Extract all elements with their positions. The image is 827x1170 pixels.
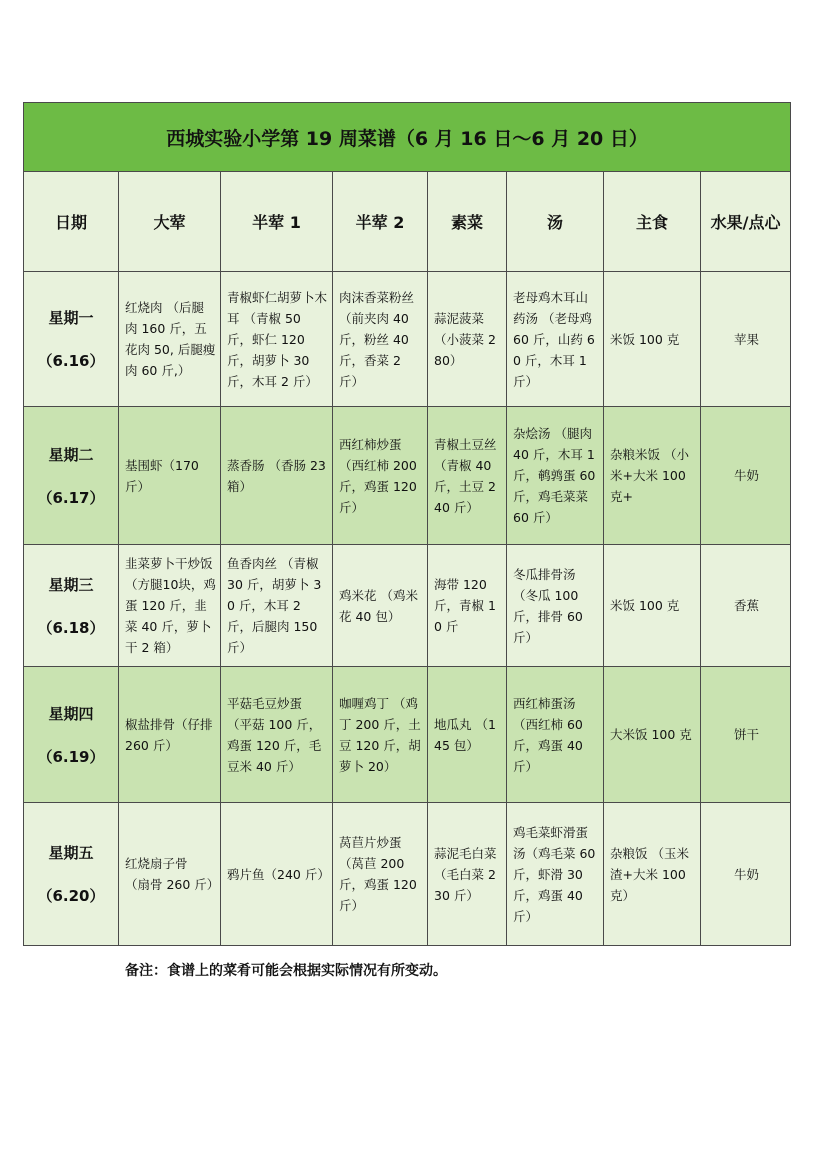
header-date: 日期: [24, 172, 119, 272]
soup-cell: 老母鸡木耳山药汤 （老母鸡 60 斤，山药 60 斤，木耳 1 斤）: [507, 272, 604, 407]
soup-cell: 西红柿蛋汤 （西红柿 60 斤，鸡蛋 40 斤）: [507, 667, 604, 803]
day-date: （6.18）: [37, 618, 105, 637]
day-cell: [24, 667, 119, 803]
staple-cell: 米饭 100 克: [604, 272, 701, 407]
title-row: [24, 103, 791, 172]
half-meat-2-cell: 肉沫香菜粉丝 （前夹肉 40 斤，粉丝 40 斤，香菜 2 斤）: [333, 272, 428, 407]
day-cell: [24, 803, 119, 946]
header-vegetable: 素菜: [428, 172, 507, 272]
header-row: [24, 172, 791, 272]
soup-cell: 杂烩汤 （腿肉 40 斤，木耳 1 斤，鹌鹑蛋 60 斤，鸡毛菜菜 60 斤）: [507, 407, 604, 545]
fruit-cell: 苹果: [701, 272, 791, 407]
header-soup: 汤: [507, 172, 604, 272]
header-main-meat: 大荤: [119, 172, 221, 272]
table-row: [24, 407, 791, 545]
half-meat-2-cell: 莴苣片炒蛋 （莴苣 200 斤，鸡蛋 120 斤）: [333, 803, 428, 946]
fruit-cell: 牛奶: [701, 407, 791, 545]
main-meat-cell: 红烧肉 （后腿肉 160 斤，五花肉 50, 后腿瘦肉 60 斤,）: [119, 272, 221, 407]
header-fruit: 水果/点心: [701, 172, 791, 272]
soup-cell: 冬瓜排骨汤 （冬瓜 100 斤，排骨 60 斤）: [507, 545, 604, 667]
day-cell: [24, 407, 119, 545]
vegetable-cell: 青椒土豆丝 （青椒 40 斤，土豆 240 斤）: [428, 407, 507, 545]
half-meat-1-cell: 鸦片鱼（240 斤）: [221, 803, 333, 946]
half-meat-1-cell: 蒸香肠 （香肠 23 箱）: [221, 407, 333, 545]
half-meat-2-cell: 西红柿炒蛋 （西红柿 200 斤，鸡蛋 120 斤）: [333, 407, 428, 545]
day-cell: [24, 272, 119, 407]
half-meat-1-cell: 平菇毛豆炒蛋 （平菇 100 斤，鸡蛋 120 斤，毛豆米 40 斤）: [221, 667, 333, 803]
menu-table: [23, 102, 791, 946]
menu-title: 西城实验小学第 19 周菜谱（6 月 16 日～6 月 20 日）: [24, 103, 791, 172]
staple-cell: 杂粮米饭 （小米+大米 100 克+: [604, 407, 701, 545]
staple-cell: 杂粮饭 （玉米渣+大米 100 克）: [604, 803, 701, 946]
day-date: （6.17）: [37, 488, 105, 507]
day-name: 星期三: [48, 575, 94, 594]
half-meat-1-cell: 鱼香肉丝 （青椒 30 斤，胡萝卜 30 斤，木耳 2 斤，后腿肉 150 斤）: [221, 545, 333, 667]
main-meat-cell: 红烧扇子骨 （扇骨 260 斤）: [119, 803, 221, 946]
main-meat-cell: 韭菜萝卜干炒饭（方腿10块，鸡蛋 120 斤，韭菜 40 斤，萝卜干 2 箱）: [119, 545, 221, 667]
header-staple: 主食: [604, 172, 701, 272]
table-row: [24, 667, 791, 803]
day-name: 星期二: [48, 445, 94, 464]
vegetable-cell: 地瓜丸 （145 包）: [428, 667, 507, 803]
staple-cell: 米饭 100 克: [604, 545, 701, 667]
vegetable-cell: 蒜泥菠菜 （小菠菜 280）: [428, 272, 507, 407]
fruit-cell: 香蕉: [701, 545, 791, 667]
vegetable-cell: 蒜泥毛白菜（毛白菜 230 斤）: [428, 803, 507, 946]
vegetable-cell: 海带 120 斤，青椒 10 斤: [428, 545, 507, 667]
table-row: [24, 803, 791, 946]
header-half-meat-1: 半荤 1: [221, 172, 333, 272]
day-name: 星期四: [48, 704, 94, 723]
table-row: [24, 545, 791, 667]
fruit-cell: 牛奶: [701, 803, 791, 946]
day-date: （6.16）: [37, 352, 105, 370]
day-date: （6.19）: [37, 747, 105, 766]
staple-cell: 大米饭 100 克: [604, 667, 701, 803]
fruit-cell: 饼干: [701, 667, 791, 803]
half-meat-2-cell: 咖喱鸡丁 （鸡丁 200 斤，土豆 120 斤，胡萝卜 20）: [333, 667, 428, 803]
day-name: 星期一: [48, 309, 94, 327]
day-name: 星期五: [48, 844, 94, 862]
header-half-meat-2: 半荤 2: [333, 172, 428, 272]
day-cell: [24, 545, 119, 667]
day-date: （6.20）: [37, 887, 105, 905]
half-meat-1-cell: 青椒虾仁胡萝卜木耳 （青椒 50 斤，虾仁 120 斤，胡萝卜 30 斤，木耳 2 斤）: [221, 272, 333, 407]
table-row: [24, 272, 791, 407]
main-meat-cell: 基围虾（170 斤）: [119, 407, 221, 545]
main-meat-cell: 椒盐排骨（仔排 260 斤）: [119, 667, 221, 803]
soup-cell: 鸡毛菜虾滑蛋汤（鸡毛菜 60 斤，虾滑 30 斤，鸡蛋 40 斤）: [507, 803, 604, 946]
menu-note: 备注：食谱上的菜肴可能会根据实际情况有所变动。: [125, 963, 447, 979]
half-meat-2-cell: 鸡米花 （鸡米花 40 包）: [333, 545, 428, 667]
